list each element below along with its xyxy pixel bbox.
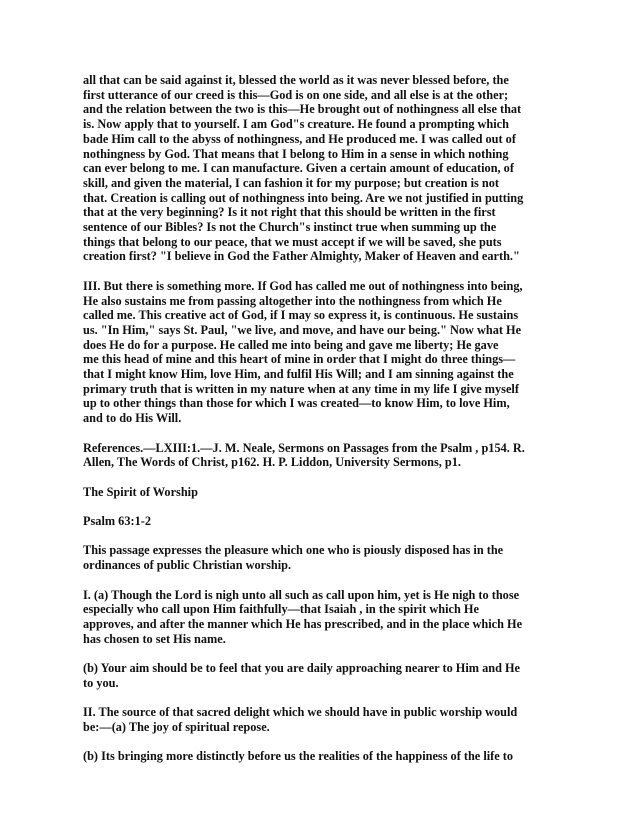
text-line: be:—(a) The joy of spiritual repose. — [83, 719, 270, 734]
text-line: approves, and after the manner which He has prescribed, and in the place which He — [83, 616, 523, 631]
text-line: that. Creation is calling out of nothingness into being. Are we not justified in putting — [83, 190, 524, 205]
text-line: all that can be said against it, blessed the world as it was never blessed before, the — [83, 73, 509, 87]
paragraph — [83, 705, 561, 734]
text-line: things that belong to our peace, that we must accept if we will be saved, she puts — [83, 234, 502, 249]
paragraph — [83, 588, 561, 647]
text-line: has chosen to set His name. — [83, 631, 226, 646]
text-line: us. "In Him," says St. Paul, "we live, and move, and have our being." Now what He — [83, 322, 522, 337]
text-line: III. But there is something more. If God has called me out of nothingness into being, — [83, 278, 523, 293]
text-line: and to do His Will. — [83, 411, 182, 426]
paragraph — [83, 73, 561, 264]
text-line: He also sustains me from passing altogether into the nothingness from which He — [83, 293, 502, 308]
text-line: Psalm 63:1-2 — [83, 514, 151, 529]
text-line: first utterance of our creed is this—God is on one side, and all else is at the other; — [83, 87, 509, 102]
text-line: especially who call upon Him faithfully—that Isaiah , in the spirit which He — [83, 602, 479, 617]
text-line: and the relation between the two is this—He brought out of nothingness all else that — [83, 102, 522, 117]
text-line: me this head of mine and this heart of mine in order that I might do three things— — [83, 352, 516, 367]
text-line: to you. — [83, 675, 119, 690]
paragraph — [83, 441, 561, 470]
text-line: does He do for a purpose. He called me into being and gave me liberty; He gave — [83, 337, 499, 352]
paragraph — [83, 749, 561, 764]
paragraph — [83, 279, 561, 426]
text-line: ordinances of public Christian worship. — [83, 558, 292, 573]
paragraph — [83, 485, 561, 500]
text-line: up to other things than those for which I was created—to know Him, to love Him, — [83, 396, 510, 411]
text-line: I. (a) Though the Lord is nigh unto all such as call upon him, yet is He nigh to those — [83, 587, 520, 602]
document-page — [83, 73, 561, 779]
text-line: called me. This creative act of God, if I may so express it, is continuous. He sustains — [83, 308, 519, 323]
text-line: Allen, The Words of Christ, p162. H. P. Liddon, University Sermons, p1. — [83, 455, 461, 470]
text-line: creation first? "I believe in God the Father Almighty, Maker of Heaven and earth." — [83, 249, 520, 264]
text-line: II. The source of that sacred delight which we should have in public worship would — [83, 705, 518, 720]
text-line: (b) Its bringing more distinctly before us the realities of the happiness of the life to — [83, 749, 514, 764]
text-line: can ever belong to me. I can manufacture. Given a certain amount of education, of — [83, 161, 514, 176]
text-line: that at the very beginning? Is it not right that this should be written in the first — [83, 205, 496, 220]
text-line: bade Him call to the abyss of nothingness, and He produced me. I was called out of — [83, 131, 516, 146]
text-line: skill, and given the material, I can fashion it for my purpose; but creation is not — [83, 175, 499, 190]
text-line: (b) Your aim should be to feel that you are daily approaching nearer to Him and He — [83, 661, 521, 676]
text-line: The Spirit of Worship — [83, 484, 198, 499]
text-line: sentence of our Bibles? Is not the Church"s instinct true when summing up the — [83, 220, 497, 235]
text-line: primary truth that is written in my nature when at any time in my life I give myself — [83, 381, 519, 396]
paragraph — [83, 661, 561, 690]
text-line: This passage expresses the pleasure which one who is piously disposed has in the — [83, 543, 504, 558]
text-line: that I might know Him, love Him, and fulfil His Will; and I am sinning against the — [83, 367, 514, 382]
text-line: nothingness by God. That means that I belong to Him in a sense in which nothing — [83, 146, 509, 161]
text-line: References.—LXIII:1.—J. M. Neale, Sermons on Passages from the Psalm , p154. R. — [83, 440, 525, 455]
paragraph — [83, 543, 561, 572]
text-line: is. Now apply that to yourself. I am God"s creature. He found a prompting which — [83, 117, 509, 132]
paragraph — [83, 514, 561, 529]
